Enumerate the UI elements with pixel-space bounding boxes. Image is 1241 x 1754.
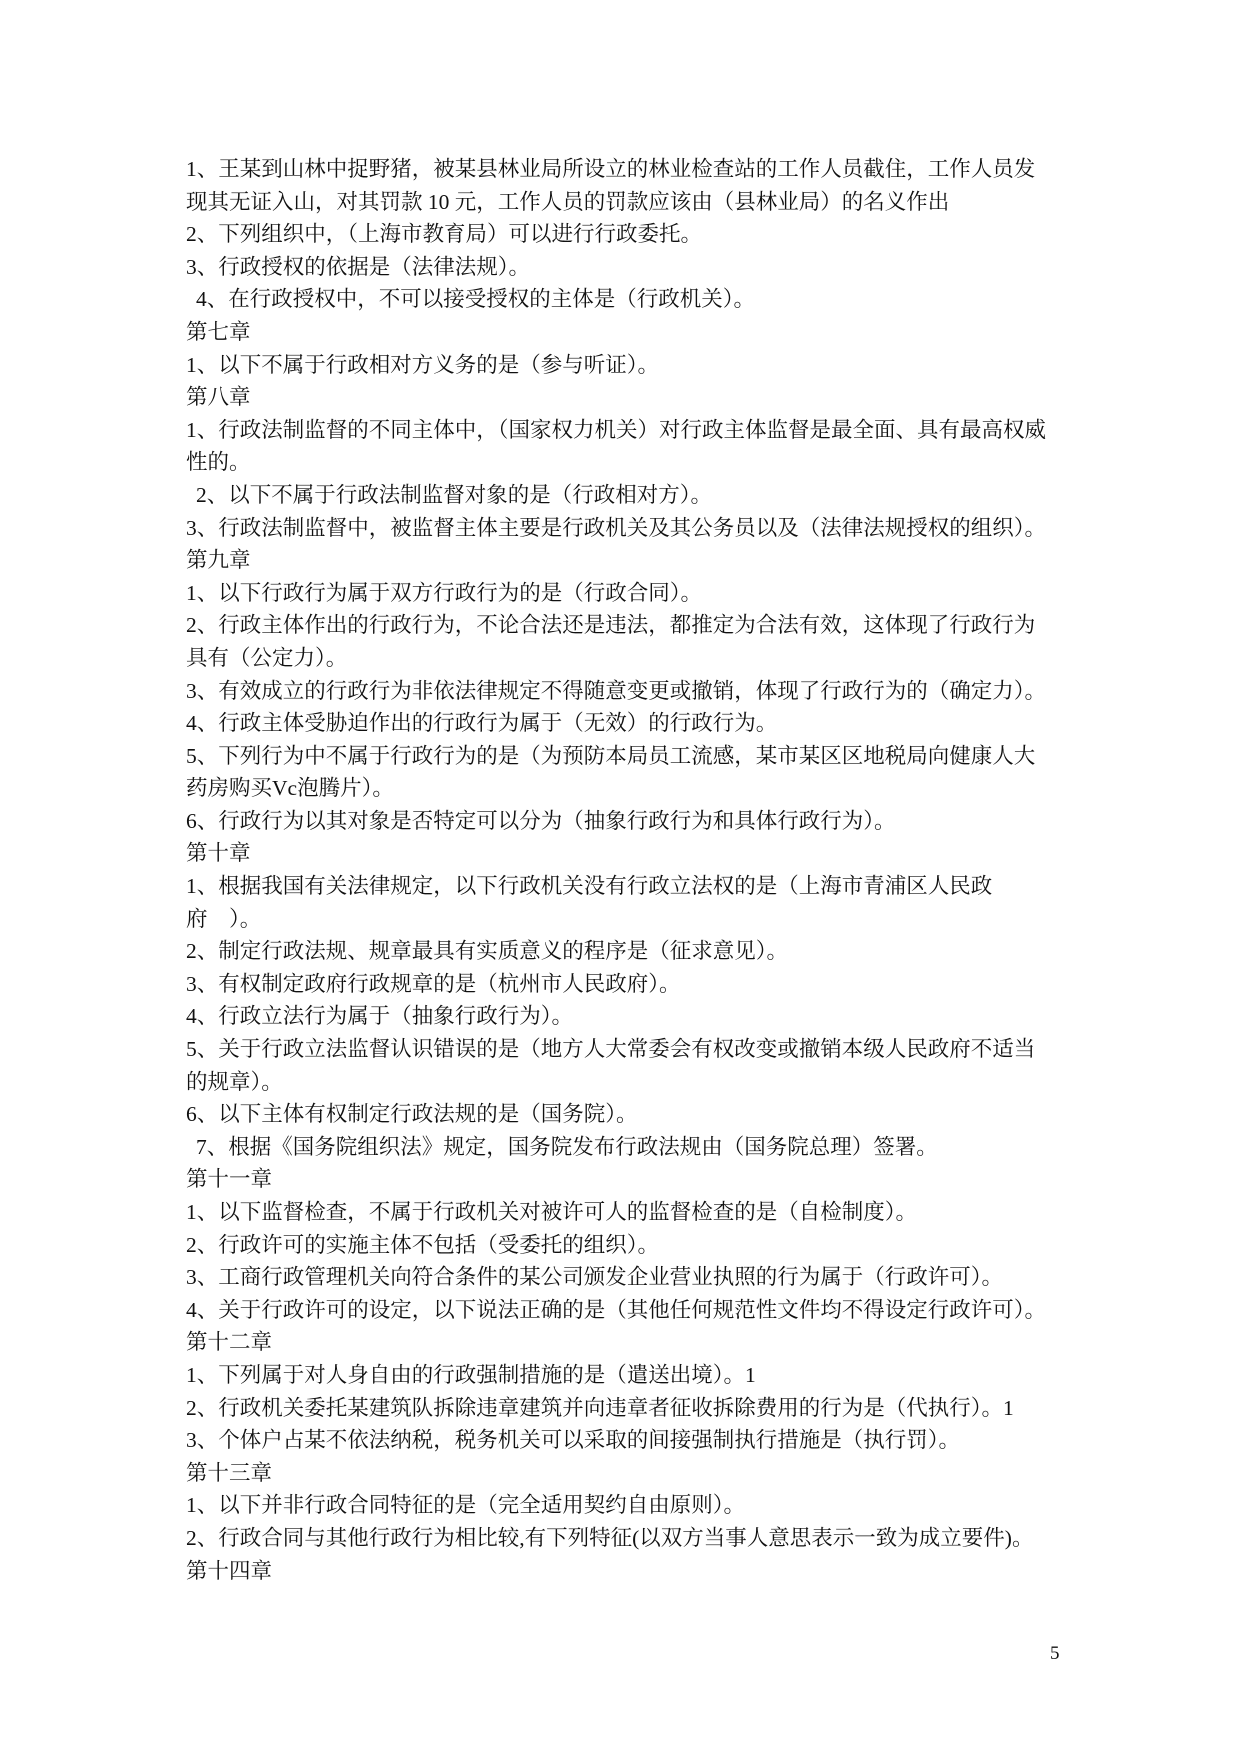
question-line: 4、行政立法行为属于（抽象行政行为）。 [186,1004,574,1029]
question-line: 2、行政主体作出的行政行为，不论合法还是违法，都推定为合法有效，这体现了行政行为 [186,613,1036,638]
question-line: 1、行政法制监督的不同主体中，（国家权力机关）对行政主体监督是最全面、具有最高权威 [186,417,1047,442]
question-line: 2、下列组织中，（上海市教育局）可以进行行政委托。 [186,222,703,247]
question-line: 3、有权制定政府行政规章的是（杭州市人民政府）。 [186,971,681,996]
chapter-heading: 第十四章 [186,1558,273,1583]
question-line: 3、行政法制监督中，被监督主体主要是行政机关及其公务员以及（法律法规授权的组织）。 [186,515,1047,540]
question-line: 4、在行政授权中，不可以接受授权的主体是（行政机关）。 [196,287,756,312]
question-line: 1、以下行政行为属于双方行政行为的是（行政合同）。 [186,580,703,605]
question-line: 2、行政合同与其他行政行为相比较,有下列特征(以双方当事人意思表示一致为成立要件)。 [186,1525,1034,1550]
chapter-heading: 第九章 [186,548,251,573]
question-line: 3、个体户占某不依法纳税，税务机关可以采取的间接强制执行措施是（执行罚）。 [186,1428,961,1453]
question-line: 现其无证入山，对其罚款 10 元，工作人员的罚款应该由（县林业局）的名义作出 [186,189,950,214]
question-line: 1、下列属于对人身自由的行政强制措施的是（遣送出境）。1 [186,1362,756,1387]
question-line: 2、行政许可的实施主体不包括（受委托的组织）。 [186,1232,660,1257]
question-line: 3、有效成立的行政行为非依法律规定不得随意变更或撤销，体现了行政行为的（确定力）。 [186,678,1047,703]
chapter-heading: 第十章 [186,841,251,866]
question-line: 4、关于行政许可的设定，以下说法正确的是（其他任何规范性文件均不得设定行政许可）。 [186,1297,1047,1322]
question-line: 3、工商行政管理机关向符合条件的某公司颁发企业营业执照的行为属于（行政许可）。 [186,1265,1004,1290]
chapter-heading: 第八章 [186,385,251,410]
chapter-heading: 第十二章 [186,1330,273,1355]
question-line: 1、根据我国有关法律规定，以下行政机关没有行政立法权的是（上海市青浦区人民政 [186,874,993,899]
question-line: 1、以下并非行政合同特征的是（完全适用契约自由原则）。 [186,1493,746,1518]
question-line: 府 ）。 [186,906,262,931]
question-line: 2、行政机关委托某建筑队拆除违章建筑并向违章者征收拆除费用的行为是（代执行）。1 [186,1395,1014,1420]
chapter-heading: 第十一章 [186,1167,273,1192]
question-line: 2、以下不属于行政法制监督对象的是（行政相对方）。 [196,482,713,507]
document-body [186,153,1086,1587]
question-line: 药房购买Vc泡腾片）。 [186,776,394,801]
question-line: 性的。 [186,450,251,475]
question-line: 4、行政主体受胁迫作出的行政行为属于（无效）的行政行为。 [186,711,778,736]
chapter-heading: 第七章 [186,319,251,344]
question-line: 2、制定行政法规、规章最具有实质意义的程序是（征求意见）。 [186,939,789,964]
question-line: 1、王某到山林中捉野猪，被某县林业局所设立的林业检查站的工作人员截住，工作人员发 [186,157,1036,181]
question-line: 5、关于行政立法监督认识错误的是（地方人大常委会有权改变或撤销本级人民政府不适当 [186,1037,1036,1062]
question-line: 6、以下主体有权制定行政法规的是（国务院）。 [186,1102,638,1127]
question-line: 7、根据《国务院组织法》规定，国务院发布行政法规由（国务院总理）签署。 [196,1134,938,1159]
question-line: 1、以下监督检查，不属于行政机关对被许可人的监督检查的是（自检制度）。 [186,1200,918,1224]
question-line: 3、行政授权的依据是（法律法规）。 [186,254,531,279]
question-line: 5、下列行为中不属于行政行为的是（为预防本局员工流感，某市某区区地税局向健康人大 [186,743,1036,768]
question-line: 具有（公定力）。 [186,645,348,670]
question-line: 的规章）。 [186,1069,283,1094]
chapter-heading: 第十三章 [186,1460,273,1485]
page-number: 5 [1050,1643,1060,1664]
question-line: 1、以下不属于行政相对方义务的是（参与听证）。 [186,352,660,377]
question-line: 6、行政行为以其对象是否特定可以分为（抽象行政行为和具体行政行为）。 [186,808,896,833]
